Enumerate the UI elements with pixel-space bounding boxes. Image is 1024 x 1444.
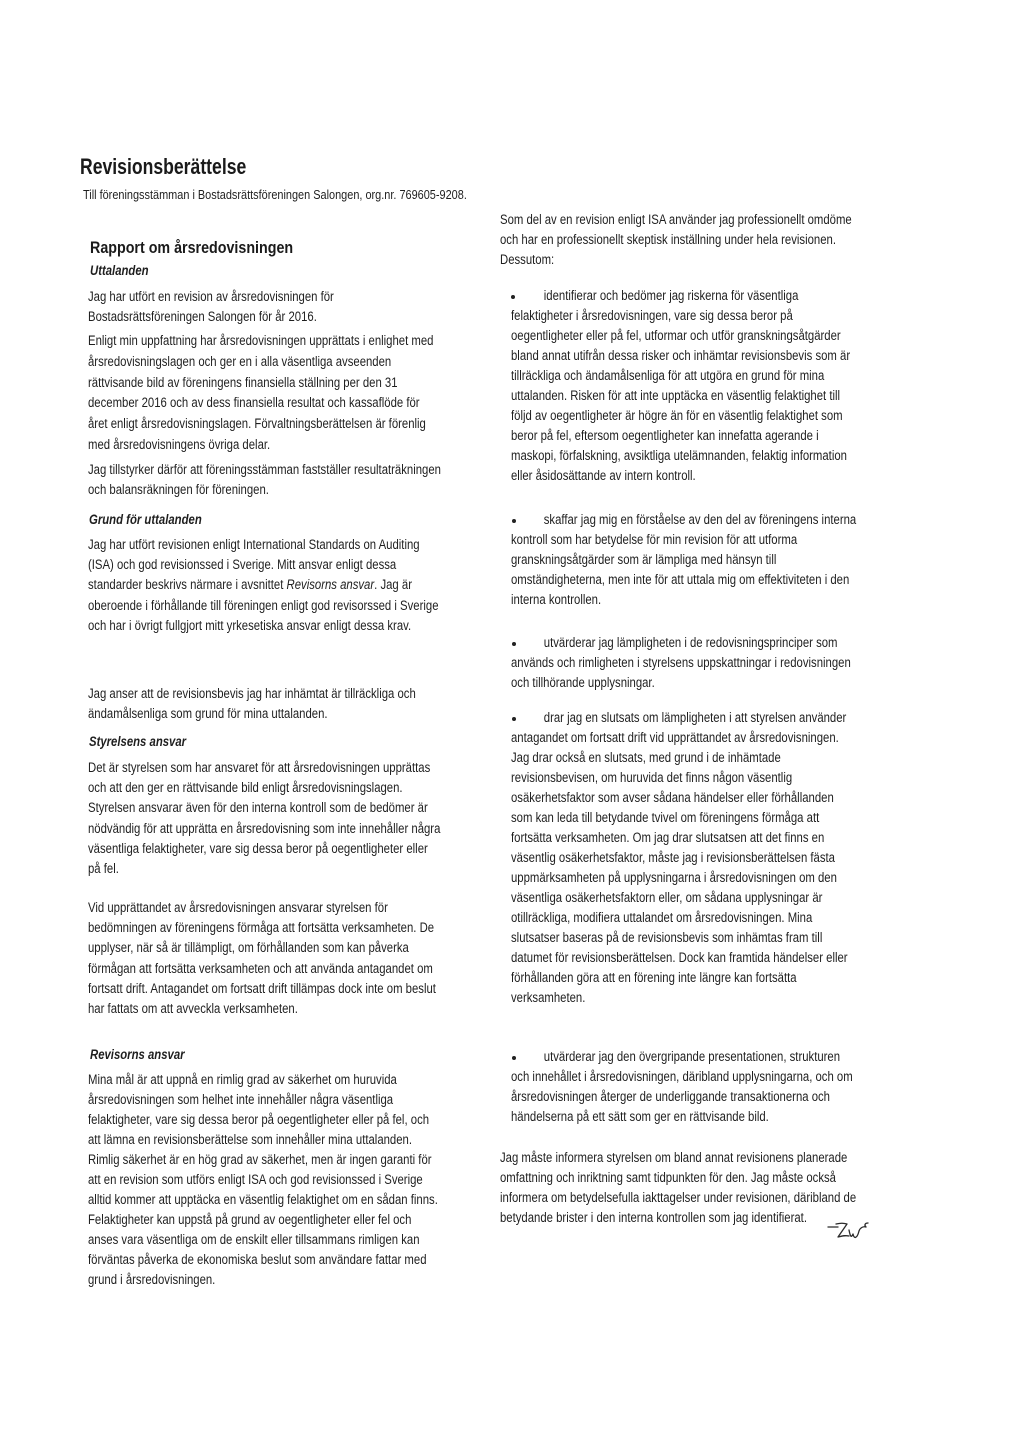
text-line: utvärderar jag lämpligheten i de redovisningsprinciper som bbox=[543, 635, 838, 650]
text-line: och har i övrigt fullgjort mitt yrkesetiska ansvar enligt dessa krav. bbox=[88, 617, 412, 633]
bullet-item-1 bbox=[511, 286, 850, 486]
text-line: identifierar och bedömer jag riskerna för väsentliga bbox=[543, 288, 799, 303]
text-line: Som del av en revision enligt ISA använder jag professionellt omdöme bbox=[500, 212, 852, 227]
text-line: Felaktigheter kan uppstå på grund av oegentligheter eller fel och bbox=[88, 1212, 412, 1227]
paragraph-grund-2 bbox=[88, 684, 416, 724]
text-line: Rimlig säkerhet är en hög grad av säkerhet, men är ingen garanti för bbox=[88, 1152, 432, 1167]
text-line bbox=[88, 575, 439, 595]
text-line: oegentligheter eller på fel, utformar och utför granskningsåtgärder bbox=[511, 328, 841, 343]
paragraph-uttalanden-1 bbox=[88, 287, 334, 327]
text-line: som kan leda till betydande tvivel om föreningens förmåga att bbox=[511, 810, 820, 825]
text-line: revisionsbevisen, om huruvida det finns någon väsentlig bbox=[511, 770, 793, 785]
section-heading-uttalanden: Uttalanden bbox=[90, 263, 149, 278]
text-line: och har en professionellt skeptisk inställning under hela revisionen. bbox=[500, 232, 836, 247]
text-line: drar jag en slutsats om lämpligheten i att styrelsen använder bbox=[543, 710, 847, 725]
paragraph-uttalanden-2 bbox=[88, 331, 433, 456]
paragraph-closing bbox=[500, 1148, 856, 1228]
text-line: och balansräkningen för föreningen. bbox=[88, 482, 269, 498]
text-line: eller åsidosättande av intern kontroll. bbox=[511, 468, 696, 483]
text-line: Jag har utfört en revision av årsredovisningen för bbox=[88, 289, 334, 304]
text-line: ändamålsenliga som grund för mina uttalanden. bbox=[88, 706, 328, 722]
text-line: händelserna på ett sätt som ger en rättvisande bild. bbox=[511, 1109, 769, 1124]
text-line: nödvändig för att upprätta en årsredovisning som inte innehåller några bbox=[88, 820, 441, 836]
text-line: Jag måste informera styrelsen om bland annat revisionens planerade bbox=[500, 1150, 848, 1165]
text-line: informera om betydelsefulla iakttagelser under revisionen, däribland de bbox=[500, 1190, 857, 1205]
text-line: uppmärksamheten på upplysningarna i årsredovisningen om den bbox=[511, 870, 837, 885]
section-heading-revisorn: Revisorns ansvar bbox=[90, 1047, 185, 1062]
text-line: följd av oegentligheter är högre än för en väsentlig felaktighet som bbox=[511, 408, 843, 423]
text-line: utvärderar jag den övergripande presentationen, strukturen bbox=[543, 1049, 841, 1064]
text-line: tillräckliga och ändamålsenliga för att utgöra en grund för mina bbox=[511, 368, 825, 383]
text-line: felaktigheter i årsredovisningen, vare sig dessa beror på bbox=[511, 308, 793, 323]
text-line: upplyser, när så är tillämpligt, om förhållanden som kan påverka bbox=[88, 940, 409, 956]
text-line: osäkerhetsfaktor som avser sådana händelser eller förhållanden bbox=[511, 790, 834, 805]
section-heading-styrelsen: Styrelsens ansvar bbox=[89, 734, 187, 749]
text-line: bedömningen av föreningens förmåga att fortsätta verksamheten. De bbox=[88, 920, 435, 936]
text-line: Mina mål är att uppnå en rimlig grad av säkerhet om huruvida bbox=[88, 1072, 397, 1087]
text-line: felaktigheter, vare sig dessa beror på oegentligheter eller på fel, och bbox=[88, 1112, 430, 1127]
text-line: (ISA) och god revisionssed i Sverige. Mitt ansvar enligt dessa bbox=[88, 557, 397, 573]
text-line: interna kontrollen. bbox=[511, 592, 602, 607]
text-line: har fattats om att avveckla verksamheten. bbox=[88, 1000, 298, 1016]
signature-scribble bbox=[826, 1216, 882, 1248]
bullet-item-2 bbox=[511, 510, 856, 610]
text-line: fortsatt drift. Antagandet om fortsatt drift tillämpas dock inte om beslut bbox=[88, 980, 436, 996]
text-line: Dessutom: bbox=[500, 252, 555, 267]
page-title: Revisionsberättelse bbox=[80, 154, 247, 179]
text-line: uttalanden. Risken för att inte upptäcka en väsentlig felaktighet till bbox=[511, 388, 841, 403]
report-heading: Rapport om årsredovisningen bbox=[90, 238, 294, 257]
text-line: rättvisande bild av föreningens finansiella ställning per den 31 bbox=[88, 374, 398, 390]
text-line: omständigheterna, men inte för att uttala mig om effektiviteten i den bbox=[511, 572, 850, 587]
paragraph-uttalanden-3 bbox=[88, 460, 441, 500]
italic-reference: Revisorns ansvar bbox=[286, 577, 375, 593]
text-line: och att den ger en rättvisande bild enligt årsredovisningslagen. bbox=[88, 780, 403, 796]
text-segment: standarder beskrivs närmare i avsnittet bbox=[88, 577, 287, 593]
text-line: fortsätta verksamheten. Om jag drar slutsatsen att det finns en bbox=[511, 830, 825, 845]
text-line: maskopi, förfalskning, avsiktliga utelämnanden, felaktig information bbox=[511, 448, 847, 463]
text-line: Det är styrelsen som har ansvaret för att årsredovisningen upprättas bbox=[88, 760, 431, 775]
paragraph-revisorn-1 bbox=[88, 1070, 438, 1290]
text-line: Jag tillstyrker därför att föreningsstämman fastställer resultaträkningen bbox=[88, 462, 441, 477]
text-line: kontroll som har betydelse för min revision för att utforma bbox=[511, 532, 798, 547]
text-line: datumet för revisionsberättelsen. Dock kan framtida händelser eller bbox=[511, 950, 848, 965]
section-heading-grund: Grund för uttalanden bbox=[89, 512, 202, 527]
text-line: Jag har utfört revisionen enligt International Standards on Auditing bbox=[88, 537, 420, 552]
text-line: Jag drar också en slutsats, med grund i de inhämtade bbox=[511, 750, 781, 765]
text-line: förhållanden göra att en förening inte längre kan fortsätta bbox=[511, 970, 797, 985]
text-line: betydande brister i den interna kontrollen som jag identifierat. bbox=[500, 1210, 807, 1225]
text-line: med årsredovisningens övriga delar. bbox=[88, 436, 271, 452]
paragraph-styrelsen-1 bbox=[88, 758, 440, 879]
text-line: alltid kommer att upptäcka en väsentlig felaktighet om en sådan finns. bbox=[88, 1192, 438, 1207]
text-line: antagandet om fortsatt drift vid upprättandet av årsredovisningen. bbox=[511, 730, 839, 745]
text-line: Vid upprättandet av årsredovisningen ansvarar styrelsen för bbox=[88, 900, 388, 915]
text-line: och tillhörande upplysningar. bbox=[511, 675, 655, 690]
text-line: väsentliga felaktigheter, vare sig dessa beror på oegentligheter eller bbox=[88, 840, 428, 856]
text-line: förmågan att fortsätta verksamheten och att använda antagandet om bbox=[88, 960, 433, 976]
text-line: bland annat utifrån dessa risker och inhämtar revisionsbevis som är bbox=[511, 348, 851, 363]
text-line: Bostadsrättsföreningen Salongen för år 2016. bbox=[88, 309, 317, 325]
text-line: omfattning och inriktning samt tidpunkten för den. Jag måste också bbox=[500, 1170, 836, 1185]
paragraph-intro bbox=[500, 210, 852, 270]
text-line: och innehållet i årsredovisningen, däribland upplysningarna, och om bbox=[511, 1069, 853, 1084]
text-line: granskningsåtgärder som är lämpliga med hänsyn till bbox=[511, 552, 777, 567]
text-line: väsentlig osäkerhetsfaktor, måste jag i revisionsberättelsen fästa bbox=[511, 850, 835, 865]
text-line: skaffar jag mig en förståelse av den del av föreningens interna bbox=[543, 512, 857, 527]
paragraph-styrelsen-2 bbox=[88, 898, 436, 1019]
text-line: årsredovisningslagen och ger en i alla väsentliga avseenden bbox=[88, 353, 392, 369]
text-line: Jag anser att de revisionsbevis jag har inhämtat är tillräckliga och bbox=[88, 686, 416, 701]
text-line: används och rimligheten i styrelsens uppskattningar i redovisningen bbox=[511, 655, 851, 670]
text-line: att lämna en revisionsberättelse som innehåller mina uttalanden. bbox=[88, 1132, 413, 1147]
text-line: Enligt min uppfattning har årsredovisningen upprättats i enlighet med bbox=[88, 333, 434, 348]
text-line: årsredovisningen återger de underliggande transaktionerna och bbox=[511, 1089, 831, 1104]
text-line: anses vara väsentliga om de enskilt eller tillsammans rimligen kan bbox=[88, 1232, 420, 1247]
text-line: årsredovisningen som helhet inte innehåller några väsentliga bbox=[88, 1092, 394, 1107]
page-subtitle: Till föreningsstämman i Bostadsrättsföreningen Salongen, org.nr. 769605-9208. bbox=[83, 187, 467, 202]
text-line: året enligt årsredovisningslagen. Förvaltningsberättelsen är förenlig bbox=[88, 416, 426, 432]
text-line: otillräckliga, modifiera uttalandet om årsredovisningen. Mina bbox=[511, 910, 813, 925]
bullet-item-5 bbox=[511, 1047, 853, 1127]
bullet-item-3 bbox=[511, 633, 851, 693]
text-line: slutsatser baseras på de revisionsbevis som inhämtas fram till bbox=[511, 930, 823, 945]
bullet-item-4 bbox=[511, 708, 848, 1008]
text-line: förväntas påverka de ekonomiska beslut som användare fattar med bbox=[88, 1252, 427, 1267]
text-line: grund i årsredovisningen. bbox=[88, 1272, 216, 1287]
text-segment: . Jag är bbox=[374, 577, 412, 593]
text-line: december 2016 och av dess finansiella resultat och kassaflöde för bbox=[88, 395, 420, 411]
text-line: verksamheten. bbox=[511, 990, 586, 1005]
text-line: att en revision som utförs enligt ISA och god revisionssed i Sverige bbox=[88, 1172, 423, 1187]
text-line: beror på fel, eftersom oegentligheter kan innefatta agerande i bbox=[511, 428, 819, 443]
text-line: Styrelsen ansvarar även för den interna kontroll som de bedömer är bbox=[88, 800, 428, 816]
text-line: på fel. bbox=[88, 860, 119, 876]
text-line: väsentliga osäkerhetsfaktorn eller, om sådana upplysningar är bbox=[511, 890, 823, 905]
text-line: oberoende i förhållande till föreningen enligt god revisorssed i Sverige bbox=[88, 597, 439, 613]
paragraph-grund-1 bbox=[88, 535, 439, 636]
